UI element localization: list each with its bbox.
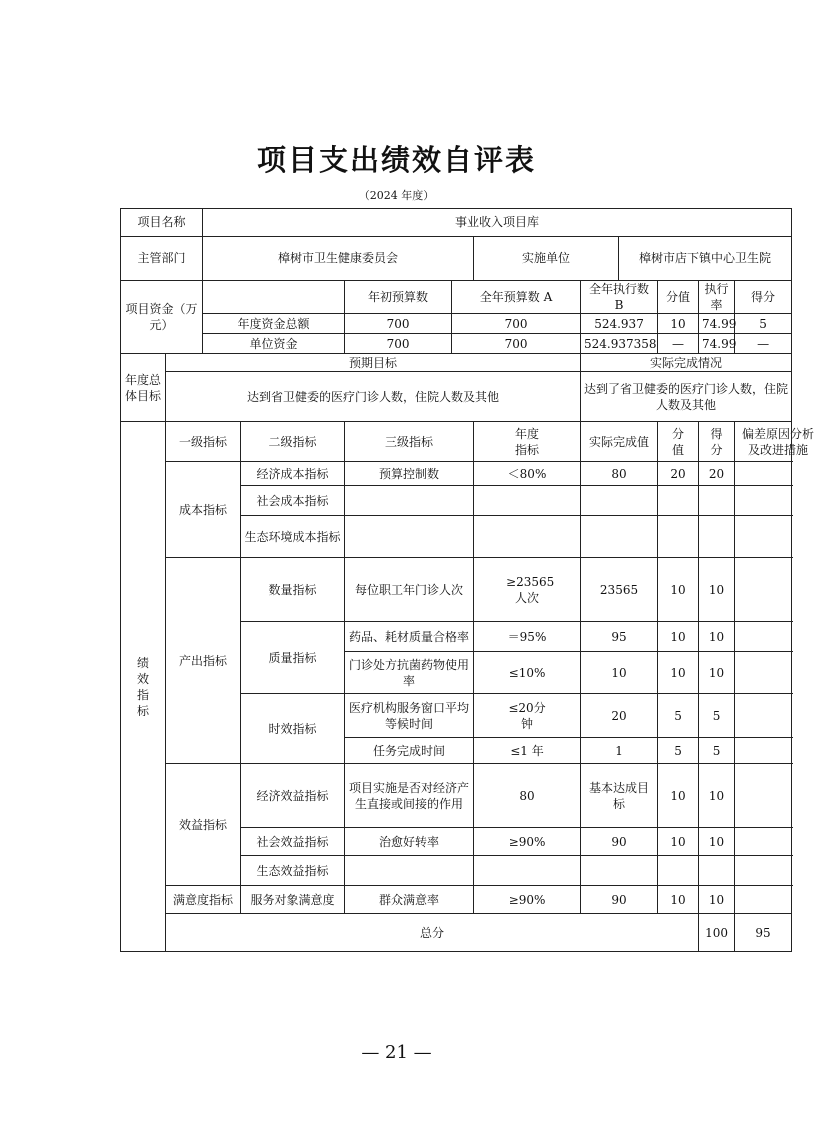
satisfaction-l1: 满意度指标 [166,886,241,914]
funds-row-score-value: 10 [658,314,699,334]
benefit-eco-score [699,856,735,886]
output-q1-reason [735,622,792,652]
cost-econ-score-value: 20 [658,462,699,486]
benefit-social-reason [735,828,792,856]
output-t2-actual: 1 [581,738,658,764]
output-t2-l3: 任务完成时间 [345,738,474,764]
funds-col-exec: 全年执行数 B [581,281,658,314]
benefit-l1: 效益指标 [166,764,241,886]
perf-h-l1: 一级指标 [166,422,241,462]
benefit-econ-l3: 项目实施是否对经济产生直接或间接的作用 [345,764,474,828]
table-row [121,462,792,486]
cost-eco-score [699,516,735,558]
output-qty-reason [735,558,792,622]
funds-row [121,334,792,354]
funds-blank-header [203,281,345,314]
cost-eco-target [474,516,581,558]
cost-social-actual [581,486,658,516]
cost-social-l3 [345,486,474,516]
total-row [121,914,792,952]
cost-l1: 成本指标 [166,462,241,558]
output-t1-reason [735,694,792,738]
cost-econ-l2: 经济成本指标 [241,462,345,486]
output-qty-score: 10 [699,558,735,622]
cost-econ-reason [735,462,792,486]
dept-label: 主管部门 [121,237,203,281]
output-quality-l2: 质量指标 [241,622,345,694]
table-row [121,558,792,622]
output-t1-actual: 20 [581,694,658,738]
satisfaction-target: ≥90% [474,886,581,914]
table-row [121,886,792,914]
cost-social-target [474,486,581,516]
funds-row-exec: 524.937 [581,314,658,334]
benefit-eco-actual [581,856,658,886]
total-score: 95 [735,914,792,952]
benefit-eco-target [474,856,581,886]
page-number: — 21 — [361,1042,432,1063]
perf-h-score-value [658,422,699,462]
cost-eco-l3 [345,516,474,558]
output-q2-target: ≤10% [474,652,581,694]
output-t1-score: 5 [699,694,735,738]
output-l1: 产出指标 [166,558,241,764]
funds-col-score: 得分 [735,281,792,314]
output-q2-actual: 10 [581,652,658,694]
cost-social-score [699,486,735,516]
satisfaction-reason [735,886,792,914]
benefit-social-target: ≥90% [474,828,581,856]
cost-eco-l2: 生态环境成本指标 [241,516,345,558]
funds-row-score-value: — [658,334,699,354]
perf-label [121,422,166,952]
benefit-econ-target: 80 [474,764,581,828]
cost-econ-score: 20 [699,462,735,486]
output-t1-target [474,694,581,738]
perf-h-l2: 二级指标 [241,422,345,462]
benefit-social-score: 10 [699,828,735,856]
perf-h-actual [581,422,658,462]
benefit-social-actual: 90 [581,828,658,856]
goal-expected-label: 预期目标 [166,354,581,372]
output-t1-l3: 医疗机构服务窗口平均等候时间 [345,694,474,738]
perf-h-reason [735,422,815,462]
output-qty-target-text: ≥23565人次 [506,574,555,605]
output-qty-target [474,558,581,622]
output-qty-l2: 数量指标 [241,558,345,622]
cost-social-score-value [658,486,699,516]
output-q1-l3: 药品、耗材质量合格率 [345,622,474,652]
impl-unit-value: 樟树市店下镇中心卫生院 [619,237,792,281]
perf-h-score [699,422,735,462]
funds-row-annual: 700 [452,334,581,354]
output-qty-l3: 每位职工年门诊人次 [345,558,474,622]
output-q2-score: 10 [699,652,735,694]
goal-actual-label: 实际完成情况 [581,354,792,372]
benefit-eco-score-value [658,856,699,886]
perf-h-reason-text: 偏差原因分析及改进措施 [742,426,815,457]
cost-econ-actual: 80 [581,462,658,486]
satisfaction-score-value: 10 [658,886,699,914]
satisfaction-actual: 90 [581,886,658,914]
funds-row-score: — [735,334,792,354]
output-t1-score-value: 5 [658,694,699,738]
project-name-value: 事业收入项目库 [203,209,792,237]
output-t1-target-text: ≤20分钟 [508,700,546,731]
funds-col-annual: 全年预算数 A [452,281,581,314]
funds-col-initial: 年初预算数 [345,281,452,314]
funds-row-annual: 700 [452,314,581,334]
goal-expected-text: 达到省卫健委的医疗门诊人数，住院人数及其他 [166,372,581,422]
benefit-econ-l2: 经济效益指标 [241,764,345,828]
cost-eco-reason [735,516,792,558]
performance-table [120,208,815,952]
perf-h-target-text: 年度指标 [515,426,540,457]
total-label: 总分 [166,914,699,952]
output-t2-reason [735,738,792,764]
project-name-label: 项目名称 [121,209,203,237]
funds-row-initial: 700 [345,334,452,354]
output-qty-score-value: 10 [658,558,699,622]
satisfaction-l3: 群众满意率 [345,886,474,914]
benefit-social-l3: 治愈好转率 [345,828,474,856]
output-q1-score-value: 10 [658,622,699,652]
funds-row [121,314,792,334]
output-q2-score-value: 10 [658,652,699,694]
benefit-social-score-value: 10 [658,828,699,856]
funds-label: 项目资金（万元） [121,281,203,354]
output-t2-score-value: 5 [658,738,699,764]
perf-h-score-text: 得分 [710,426,723,457]
cost-econ-l3: 预算控制数 [345,462,474,486]
dept-value: 樟树市卫生健康委员会 [203,237,474,281]
funds-row-rate: 74.99 [699,314,735,334]
benefit-social-l2: 社会效益指标 [241,828,345,856]
funds-row-rate: 74.99 [699,334,735,354]
cost-social-l2: 社会成本指标 [241,486,345,516]
benefit-eco-reason [735,856,792,886]
funds-row-exec: 524.937358 [581,334,658,354]
funds-col-rate: 执行率 [699,281,735,314]
satisfaction-score: 10 [699,886,735,914]
cost-econ-target: ＜80% [474,462,581,486]
perf-h-target [474,422,581,462]
benefit-econ-reason [735,764,792,828]
output-q1-score: 10 [699,622,735,652]
output-qty-actual: 23565 [581,558,658,622]
output-q1-target: ＝95% [474,622,581,652]
funds-row-initial: 700 [345,314,452,334]
satisfaction-l2: 服务对象满意度 [241,886,345,914]
output-t2-target: ≤1 年 [474,738,581,764]
cost-social-reason [735,486,792,516]
output-t2-score: 5 [699,738,735,764]
funds-col-score-value: 分值 [658,281,699,314]
perf-label-text: 绩效指标 [136,655,149,719]
perf-h-l3: 三级指标 [345,422,474,462]
benefit-econ-actual-text: 基本达成目标 [589,780,650,811]
funds-row-score: 5 [735,314,792,334]
cost-eco-score-value [658,516,699,558]
total-score-value: 100 [699,914,735,952]
benefit-econ-score: 10 [699,764,735,828]
page-title: 项目支出绩效自评表 [256,143,536,177]
impl-unit-label: 实施单位 [474,237,619,281]
benefit-eco-l2: 生态效益指标 [241,856,345,886]
funds-row-name: 单位资金 [203,334,345,354]
benefit-eco-l3 [345,856,474,886]
benefit-econ-actual [581,764,658,828]
goal-label: 年度总体目标 [121,354,166,422]
funds-row-name: 年度资金总额 [203,314,345,334]
year-label: （2024 年度） [358,189,435,202]
output-q2-l3: 门诊处方抗菌药物使用率 [345,652,474,694]
table-row [121,764,792,828]
output-time-l2: 时效指标 [241,694,345,764]
cost-eco-actual [581,516,658,558]
perf-h-actual-text: 实际完成值 [589,434,650,449]
goal-actual-text: 达到了省卫健委的医疗门诊人数，住院人数及其他 [581,372,792,422]
output-q1-actual: 95 [581,622,658,652]
output-q2-reason [735,652,792,694]
perf-h-score-value-text: 分值 [672,426,685,457]
benefit-econ-score-value: 10 [658,764,699,828]
